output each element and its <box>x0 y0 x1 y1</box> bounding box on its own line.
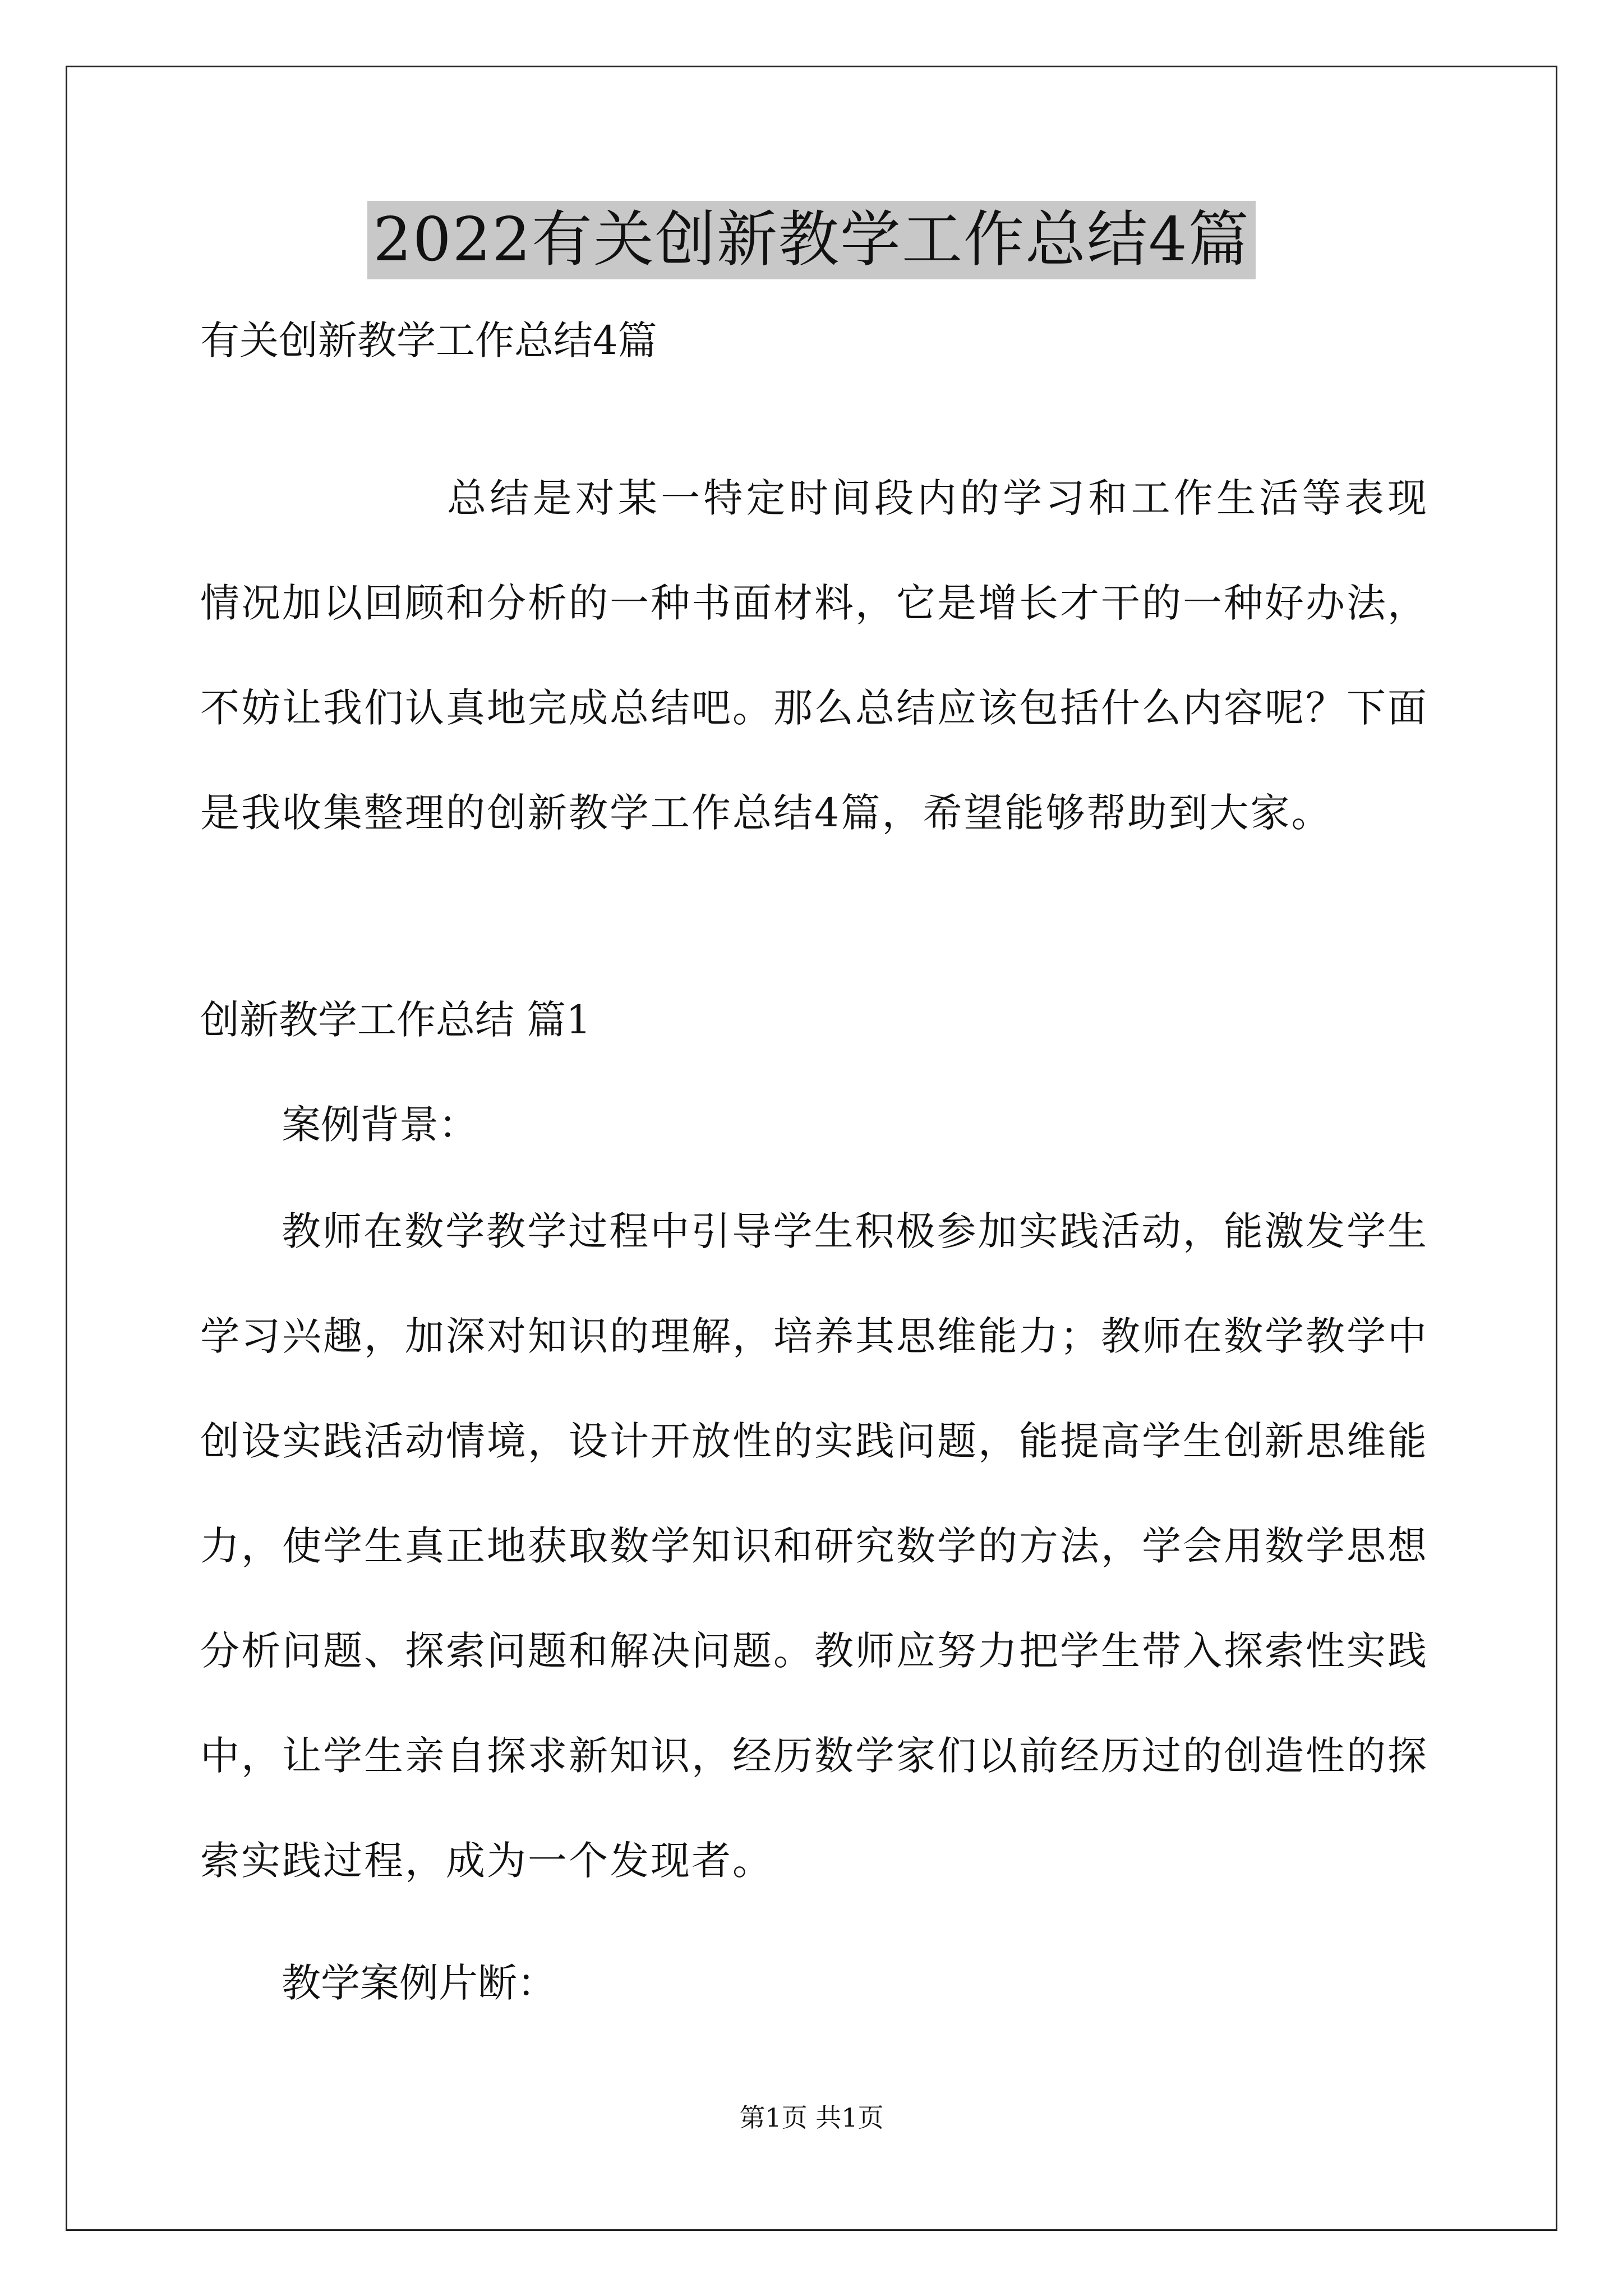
document-title: 2022有关创新教学工作总结4篇 <box>367 201 1256 279</box>
title-container <box>0 201 1623 279</box>
case-background-paragraph: 教师在数学教学过程中引导学生积极参加实践活动，能激发学生学习兴趣，加深对知识的理解，培养其思维能力；教师在数学教学中创设实践活动情境，设计开放性的实践问题，能提高学生创新思维能力，使学生真正地获取数学知识和研究数学的方法，学会用数学思想分析问题、探索问题和解决问题。教师应努力把学生带入探索性实践中，让学生亲自探求新知识，经历数学家们以前经历过的创造性的探索实践过程，成为一个发现者。 <box>200 1208 1428 1884</box>
document-subtitle: 有关创新教学工作总结4篇 <box>200 318 657 364</box>
section-heading: 创新教学工作总结 篇1 <box>200 997 591 1043</box>
intro-paragraph: 总结是对某一特定时间段内的学习和工作生活等表现情况加以回顾和分析的一种书面材料，它是增长才干的一种好办法，不妨让我们认真地完成总结吧。那么总结应该包括什么内容呢？下面是我收集整理的创新教学工作总结4篇，希望能够帮助到大家。 <box>200 475 1428 836</box>
page-footer: 第1页 共1页 <box>739 2102 884 2133</box>
case-background-label: 案例背景： <box>282 1102 478 1148</box>
case-fragment-label: 教学案例片断： <box>282 1960 556 2006</box>
